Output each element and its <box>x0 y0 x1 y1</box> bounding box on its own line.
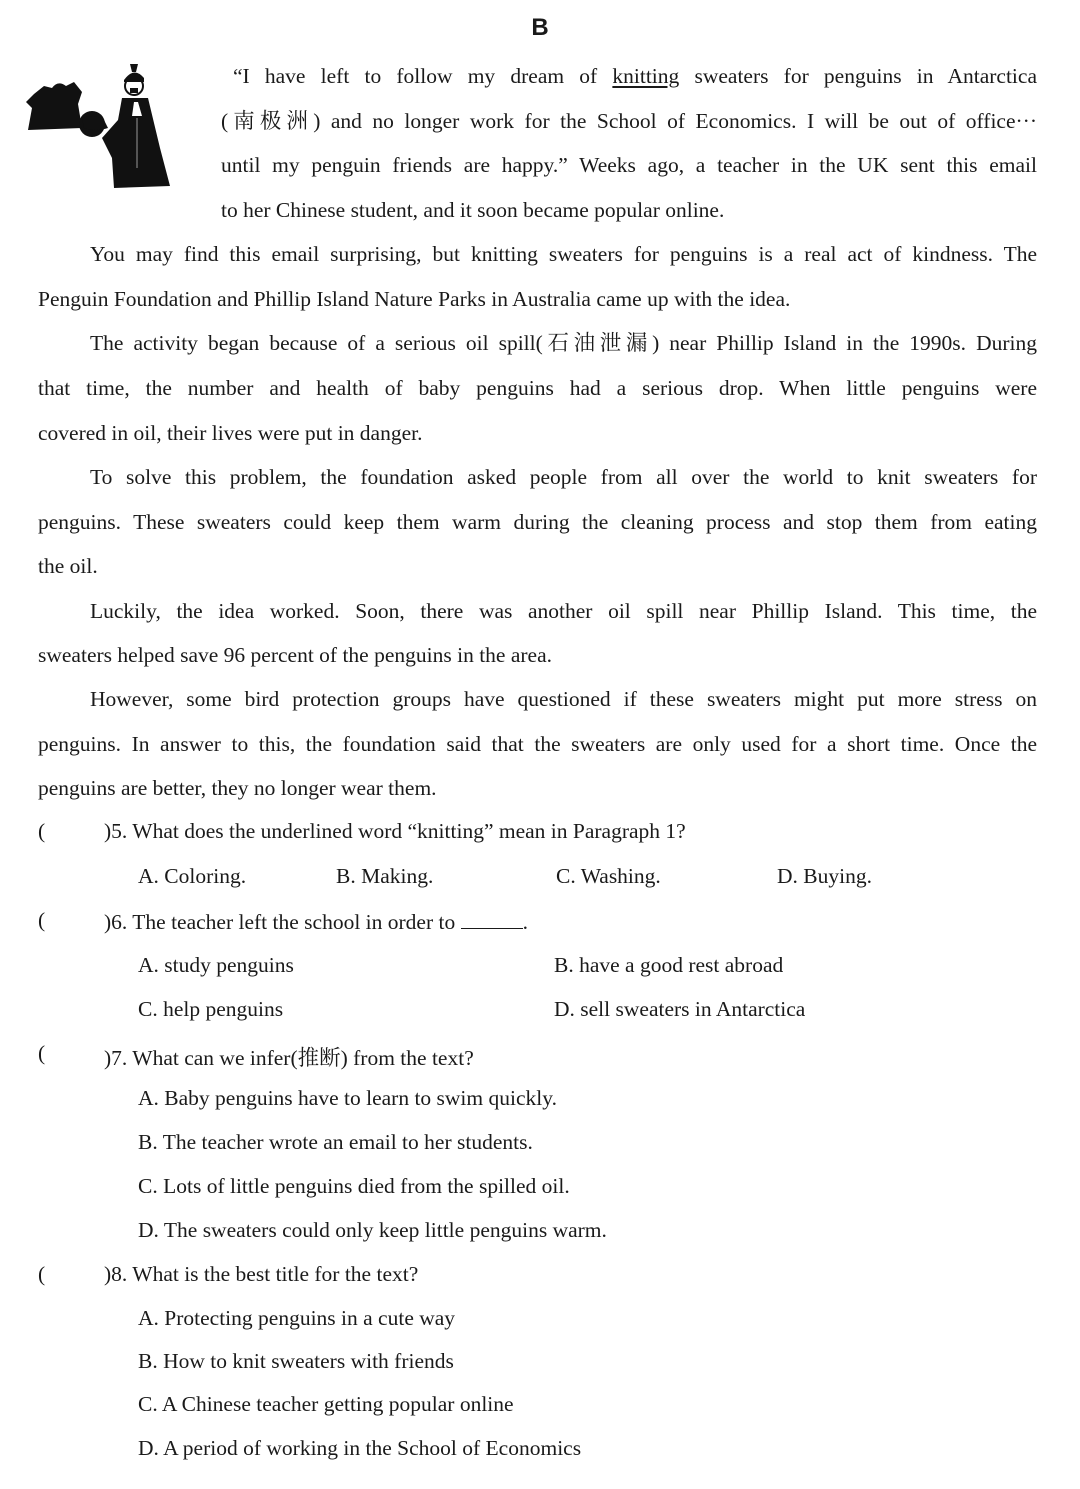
question-8-stem: )8. What is the best title for the text? <box>104 1262 419 1286</box>
passage-p3-line1: The activity began because of a serious oil spill(石油泄漏) near Phillip Island in the 1990s. During <box>90 331 1037 355</box>
answer-paren-q6[interactable]: ( <box>38 908 46 932</box>
question-5-stem: )5. What does the underlined word “knitting” mean in Paragraph 1? <box>104 819 686 843</box>
q7-option-b[interactable]: B. The teacher wrote an email to her students. <box>138 1130 533 1154</box>
q7-option-c[interactable]: C. Lots of little penguins died from the spilled oil. <box>138 1174 570 1198</box>
answer-paren-q8[interactable]: ( <box>38 1262 46 1286</box>
q5-option-c[interactable]: C. Washing. <box>556 864 661 888</box>
q5-option-a[interactable]: A. Coloring. <box>138 864 247 888</box>
passage-p1-line1: “I have left to follow my dream of knitting sweaters for penguins in Antarctica <box>233 64 1037 88</box>
passage-p1-line3: until my penguin friends are happy.” Weeks ago, a teacher in the UK sent this email <box>221 153 1037 177</box>
knitting-penguin-illustration <box>22 58 182 198</box>
passage-p3-line3: covered in oil, their lives were put in danger. <box>38 421 423 445</box>
passage-p6-line2: penguins. In answer to this, the foundation said that the sweaters are only used for a short time. Once the <box>38 732 1037 756</box>
q8-option-b[interactable]: B. How to knit sweaters with friends <box>138 1349 454 1373</box>
passage-p4-line2: penguins. These sweaters could keep them warm during the cleaning process and stop them from eating <box>38 510 1037 534</box>
passage-p1-line2: (南极洲) and no longer work for the School of Economics. I will be out of office··· <box>221 109 1037 133</box>
section-label: B <box>531 14 549 41</box>
passage-p5-line2: sweaters helped save 96 percent of the penguins in the area. <box>38 643 553 667</box>
passage-p5-line1: Luckily, the idea worked. Soon, there was another oil spill near Phillip Island. This time, the <box>90 599 1037 623</box>
answer-paren-q5[interactable]: ( <box>38 819 46 843</box>
q6-option-a[interactable]: A. study penguins <box>138 953 294 977</box>
passage-p1-line4: to her Chinese student, and it soon became popular online. <box>221 198 725 222</box>
q7-option-d[interactable]: D. The sweaters could only keep little penguins warm. <box>138 1218 607 1242</box>
q8-option-d[interactable]: D. A period of working in the School of Economics <box>138 1436 582 1460</box>
passage-p2-line2: Penguin Foundation and Phillip Island Nature Parks in Australia came up with the idea. <box>38 287 791 311</box>
q6-option-d[interactable]: D. sell sweaters in Antarctica <box>554 997 806 1021</box>
passage-p6-line3: penguins are better, they no longer wear them. <box>38 776 437 800</box>
q7-option-a[interactable]: A. Baby penguins have to learn to swim quickly. <box>138 1086 557 1110</box>
q6-option-b[interactable]: B. have a good rest abroad <box>554 953 784 977</box>
question-7-stem: )7. What can we infer(推断) from the text? <box>104 1046 474 1070</box>
answer-paren-q7[interactable]: ( <box>38 1041 46 1065</box>
underlined-word-knitting: knitting <box>612 64 680 88</box>
answer-blank[interactable] <box>461 908 523 929</box>
passage-p2-line1: You may find this email surprising, but knitting sweaters for penguins is a real act of kindness. The <box>90 242 1037 266</box>
passage-p6-line1: However, some bird protection groups have questioned if these sweaters might put more stress on <box>90 687 1037 711</box>
passage-p4-line1: To solve this problem, the foundation asked people from all over the world to knit sweaters for <box>90 465 1037 489</box>
q8-option-a[interactable]: A. Protecting penguins in a cute way <box>138 1306 456 1330</box>
passage-p3-line2: that time, the number and health of baby penguins had a serious drop. When little penguins were <box>38 376 1037 400</box>
q6-option-c[interactable]: C. help penguins <box>138 997 284 1021</box>
q8-option-c[interactable]: C. A Chinese teacher getting popular online <box>138 1392 514 1416</box>
q5-option-b[interactable]: B. Making. <box>336 864 434 888</box>
passage-p4-line3: the oil. <box>38 554 98 578</box>
q5-option-d[interactable]: D. Buying. <box>777 864 872 888</box>
question-6-stem: )6. The teacher left the school in order to . <box>104 910 528 934</box>
